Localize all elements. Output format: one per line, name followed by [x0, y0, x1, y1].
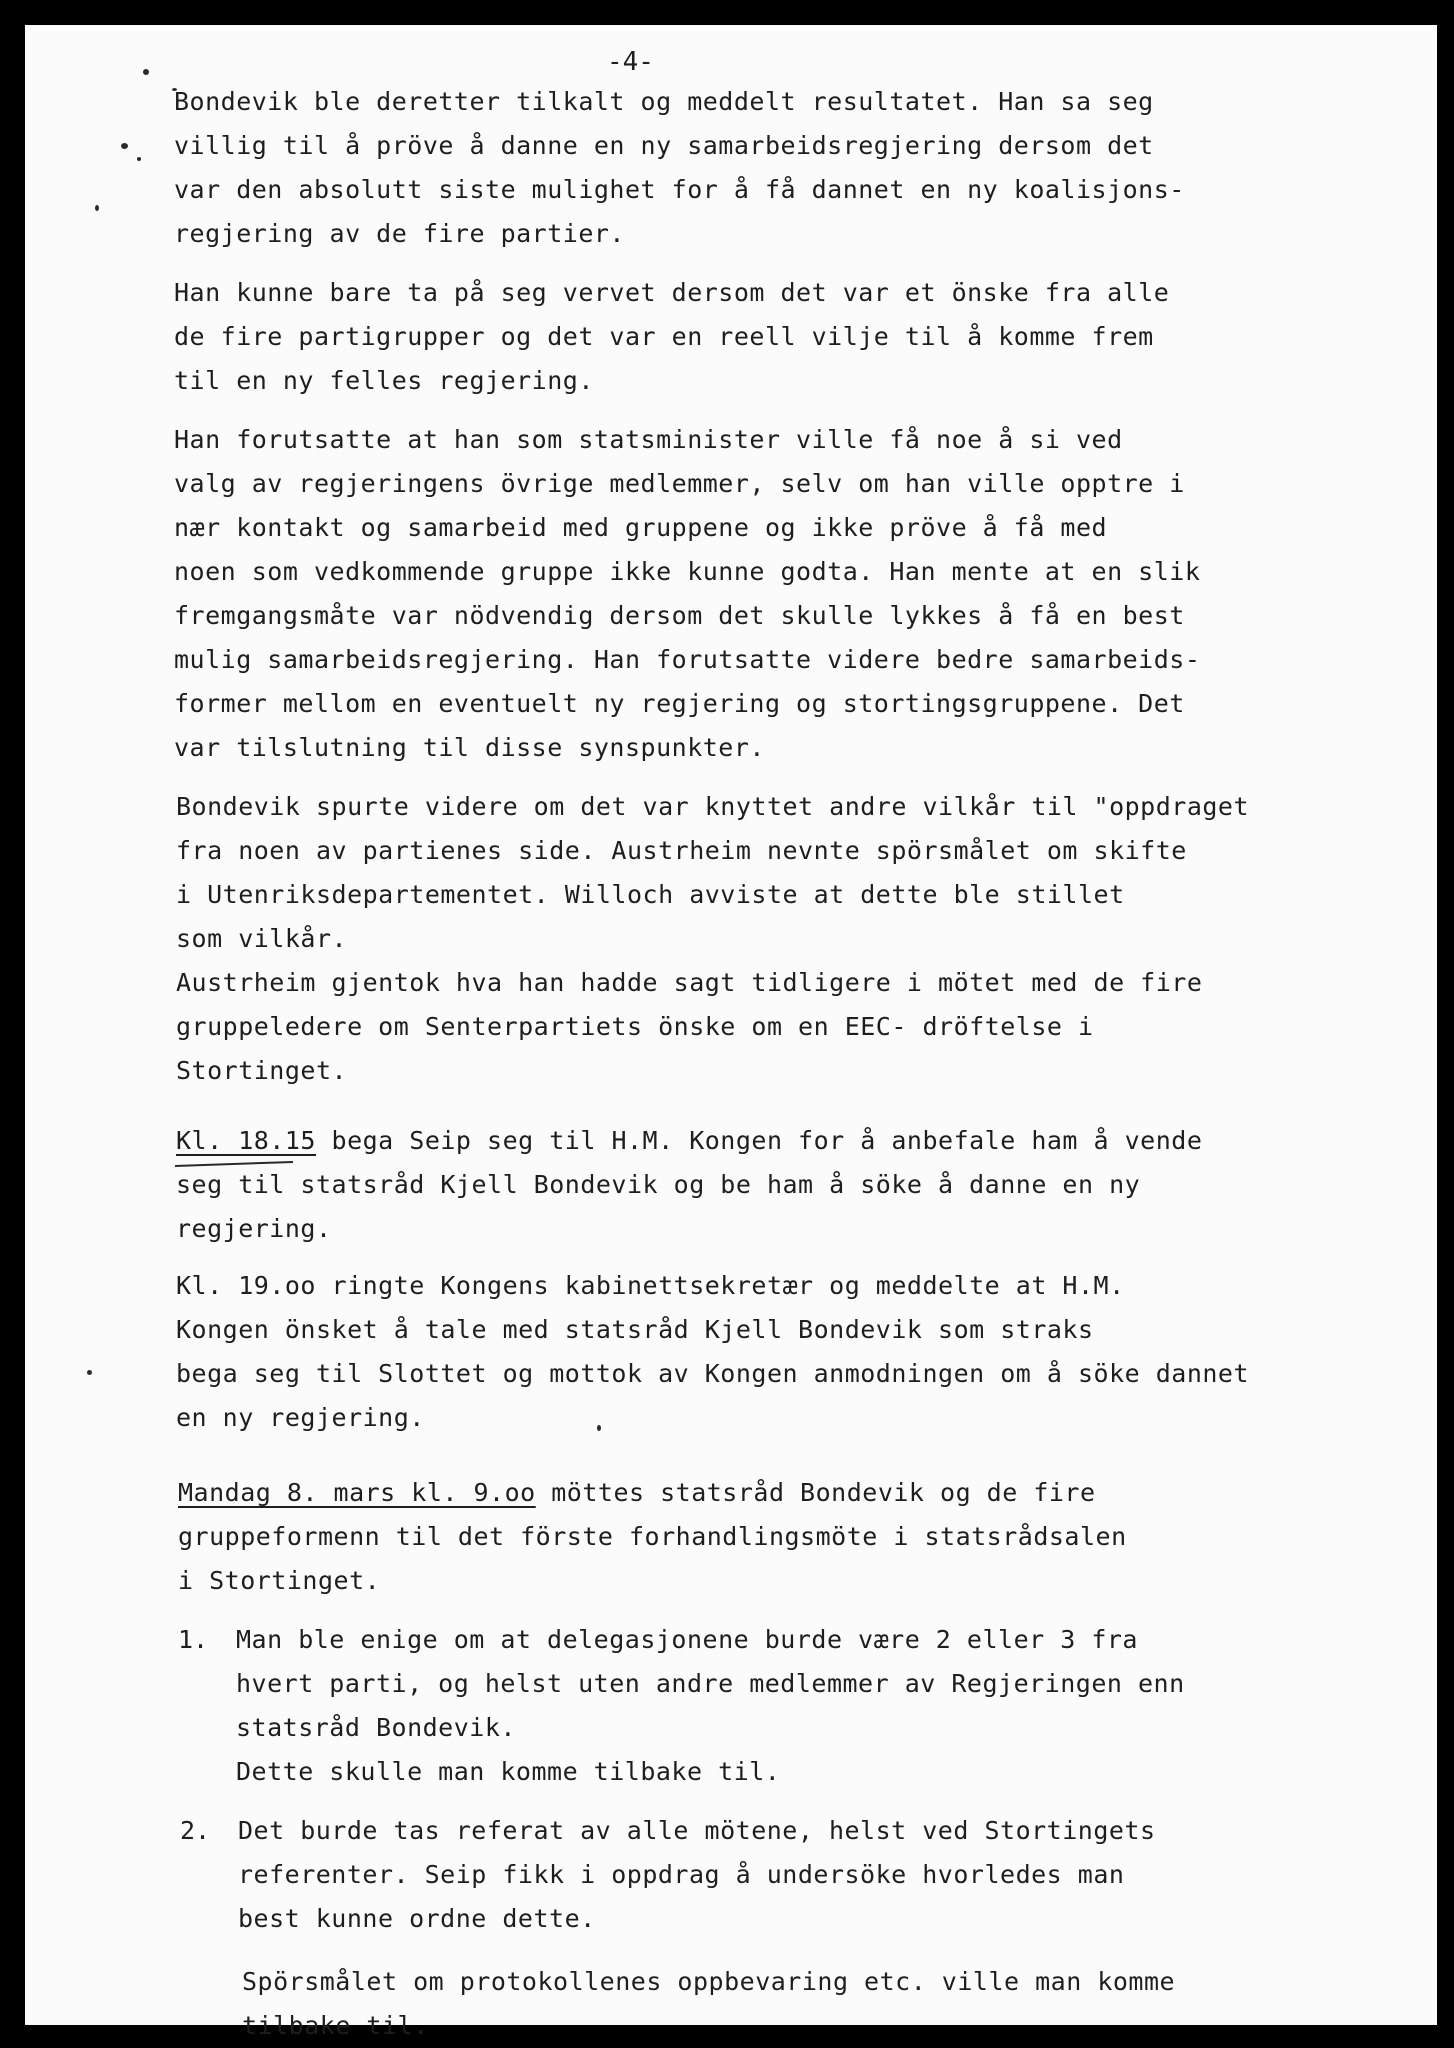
text-line: nær kontakt og samarbeid med gruppene og ikke pröve å få med: [174, 513, 1108, 542]
text-line: Bondevik ble deretter tilkalt og meddelt resultatet. Han sa seg: [174, 87, 1154, 116]
text-run: bega Seip seg til H.M. Kongen for å anbefale ham å vende: [315, 1126, 1203, 1155]
text-line: [176, 1126, 1202, 1156]
scan-speck: [137, 157, 141, 161]
scan-speck: [121, 143, 128, 149]
text-line: gruppeledere om Senterpartiets önske om en EEC- dröftelse i: [176, 1012, 1094, 1041]
text-line: til en ny felles regjering.: [174, 366, 594, 395]
scan-speck: [95, 205, 99, 211]
scan-speck: [143, 69, 149, 75]
text-line: Kl. 19.oo ringte Kongens kabinettsekretær og meddelte at H.M.: [176, 1271, 1125, 1300]
text-line: regjering.: [176, 1214, 332, 1243]
text-line: de fire partigrupper og det var en reell vilje til å komme frem: [174, 322, 1154, 351]
text-line: i Stortinget.: [178, 1566, 381, 1595]
scan-speck: [597, 1425, 601, 1431]
text-line: valg av regjeringens övrige medlemmer, selv om han ville opptre i: [174, 469, 1185, 498]
text-line: statsråd Bondevik.: [236, 1713, 516, 1742]
text-line: var tilslutning til disse synspunkter.: [174, 733, 765, 762]
text-line: som vilkår.: [176, 924, 348, 953]
text-line: seg til statsråd Kjell Bondevik og be ham å söke å danne en ny: [176, 1170, 1141, 1199]
date-reference: Mandag 8. mars kl. 9.oo: [178, 1478, 536, 1507]
text-line: i Utenriksdepartementet. Willoch avviste at dette ble stillet: [176, 880, 1125, 909]
time-reference: Kl. 18.15: [176, 1126, 316, 1155]
text-line: Bondevik spurte videre om det var knyttet andre vilkår til "oppdraget: [176, 792, 1250, 821]
text-line: noen som vedkommende gruppe ikke kunne godta. Han mente at en slik: [174, 557, 1201, 586]
text-line: tilbake til.: [242, 2011, 429, 2040]
text-line: hvert parti, og helst uten andre medlemmer av Regjeringen enn: [236, 1669, 1185, 1698]
text-run: möttes statsråd Bondevik og de fire: [535, 1478, 1096, 1507]
text-line: gruppeformenn til det förste forhandlingsmöte i statsrådsalen: [178, 1522, 1127, 1551]
text-line: Kongen önsket å tale med statsråd Kjell Bondevik som straks: [176, 1315, 1094, 1344]
text-line: villig til å pröve å danne en ny samarbeidsregjering dersom det: [174, 131, 1154, 160]
text-line: Han kunne bare ta på seg vervet dersom det var et önske fra alle: [174, 278, 1170, 307]
item-number: 1.: [178, 1625, 209, 1654]
pen-stroke: [175, 1161, 293, 1167]
text-line: Han forutsatte at han som statsminister ville få noe å si ved: [174, 425, 1123, 454]
text-line: regjering av de fire partier.: [174, 219, 625, 248]
document-page: [25, 25, 1437, 2040]
text-line: en ny regjering.: [176, 1403, 425, 1432]
text-line: Det burde tas referat av alle mötene, helst ved Stortingets: [238, 1816, 1156, 1845]
text-line: Man ble enige om at delegasjonene burde være 2 eller 3 fra: [236, 1625, 1138, 1654]
text-line: [178, 1478, 1096, 1508]
text-line: referenter. Seip fikk i oppdrag å undersöke hvorledes man: [238, 1860, 1125, 1889]
text-line: fremgangsmåte var nödvendig dersom det skulle lykkes å få en best: [174, 601, 1185, 630]
text-line: former mellom en eventuelt ny regjering og stortingsgruppene. Det: [174, 689, 1185, 718]
text-line: Spörsmålet om protokollenes oppbevaring etc. ville man komme: [242, 1967, 1176, 1996]
text-line: Stortinget.: [176, 1056, 348, 1085]
text-line: mulig samarbeidsregjering. Han forutsatte videre bedre samarbeids-: [174, 645, 1201, 674]
scan-speck: [87, 1370, 92, 1375]
text-line: fra noen av partienes side. Austrheim nevnte spörsmålet om skifte: [176, 836, 1187, 865]
page-number: -4-: [607, 47, 654, 77]
text-line: Dette skulle man komme tilbake til.: [236, 1757, 781, 1786]
item-number: 2.: [180, 1816, 211, 1845]
text-line: Austrheim gjentok hva han hadde sagt tidligere i mötet med de fire: [176, 968, 1203, 997]
text-line: best kunne ordne dette.: [238, 1904, 596, 1933]
text-line: var den absolutt siste mulighet for å få dannet en ny koalisjons-: [174, 175, 1185, 204]
text-line: bega seg til Slottet og mottok av Kongen anmodningen om å söke dannet: [176, 1359, 1250, 1388]
